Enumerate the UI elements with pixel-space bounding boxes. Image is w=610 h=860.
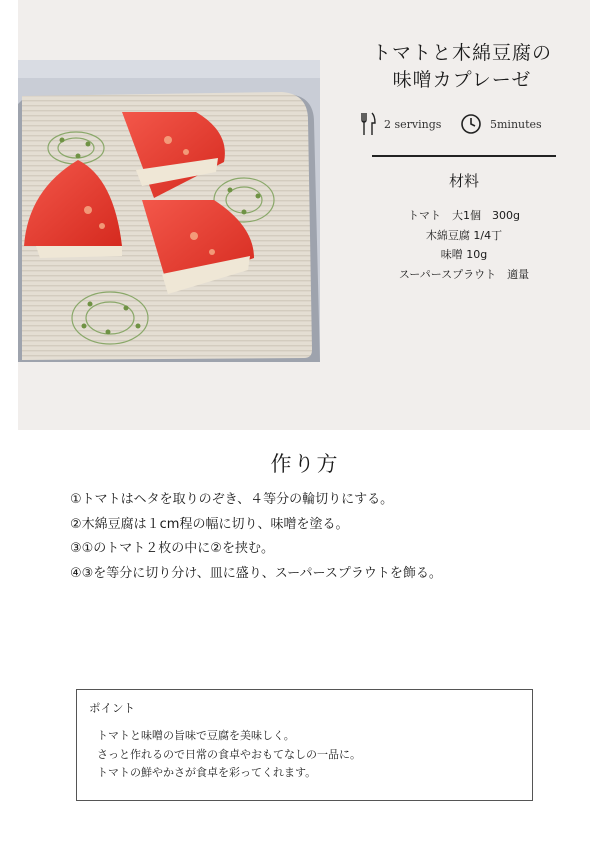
- method-step: ④③を等分に切り分け、皿に盛り、スーパースプラウトを飾る。: [70, 565, 442, 581]
- recipe-title: [352, 40, 572, 94]
- time-label: 5minutes: [490, 117, 542, 131]
- ingredients-heading: 材料: [448, 172, 479, 190]
- recipe-title-line1: トマトと木綿豆腐の: [371, 42, 552, 64]
- recipe-meta: [360, 111, 570, 137]
- time-info: [460, 111, 542, 137]
- point-line: トマトと味噌の旨味で豆腐を美味しく。: [97, 729, 295, 742]
- servings-info: [360, 111, 441, 137]
- fork-knife-icon: [360, 112, 376, 136]
- method-step: ①トマトはヘタを取りのぞき、４等分の輪切りにする。: [70, 492, 394, 507]
- method-step: ③①のトマト２枚の中に②を挟む。: [70, 541, 274, 556]
- recipe-photo: [18, 60, 320, 362]
- point-list: [97, 727, 361, 783]
- point-heading: ポイント: [89, 701, 135, 715]
- method-steps: [70, 488, 442, 586]
- method-heading: 作り方: [270, 452, 340, 476]
- ingredient-item: トマト 大1個 300g: [408, 209, 520, 222]
- clock-icon: [460, 113, 482, 135]
- recipe-title-line2: 味噌カプレーゼ: [392, 69, 532, 91]
- point-line: トマトの鮮やかさが食卓を彩ってくれます。: [97, 766, 317, 779]
- divider: [372, 155, 556, 157]
- ingredients-list: [352, 206, 576, 284]
- ingredient-item: 味噌 10g: [440, 248, 488, 261]
- servings-label: 2 servings: [384, 117, 442, 131]
- point-line: さっと作れるので日常の食卓やおもてなしの一品に。: [97, 747, 361, 761]
- method-step: ②木綿豆腐は１cm程の幅に切り、味噌を塗る。: [70, 516, 349, 532]
- ingredient-item: 木綿豆腐 1/4丁: [425, 228, 503, 242]
- point-box: [76, 689, 533, 801]
- ingredient-item: スーパースプラウト 適量: [398, 267, 530, 281]
